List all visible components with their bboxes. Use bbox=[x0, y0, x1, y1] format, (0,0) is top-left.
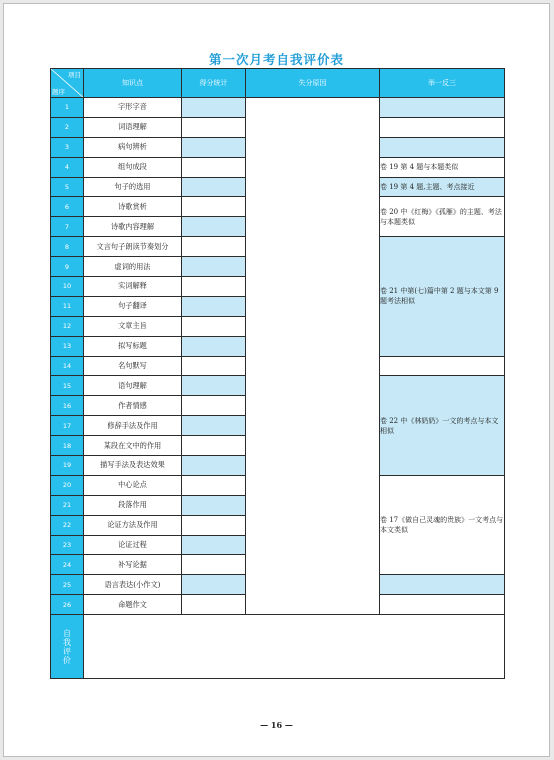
knowledge-point: 组句成段 bbox=[84, 157, 182, 177]
page-number: — 16 — bbox=[260, 720, 293, 730]
extend-cell[interactable] bbox=[380, 117, 505, 137]
score-cell[interactable] bbox=[182, 237, 246, 257]
row-number: 25 bbox=[51, 575, 84, 595]
knowledge-point: 病句辨析 bbox=[84, 137, 182, 157]
knowledge-point: 论证方法及作用 bbox=[84, 515, 182, 535]
row-number: 4 bbox=[51, 157, 84, 177]
row-number: 21 bbox=[51, 495, 84, 515]
table-header-row bbox=[51, 69, 505, 98]
row-number: 26 bbox=[51, 595, 84, 615]
score-cell[interactable] bbox=[182, 595, 246, 615]
knowledge-point: 某段在文中的作用 bbox=[84, 436, 182, 456]
cause-header: 失分原因 bbox=[246, 69, 380, 98]
row-number: 12 bbox=[51, 316, 84, 336]
row-number: 7 bbox=[51, 217, 84, 237]
row-number: 17 bbox=[51, 416, 84, 436]
self-eval-input[interactable] bbox=[84, 615, 505, 679]
score-cell[interactable] bbox=[182, 555, 246, 575]
row-number: 15 bbox=[51, 376, 84, 396]
table-row bbox=[51, 98, 505, 118]
knowledge-point: 语句理解 bbox=[84, 376, 182, 396]
knowledge-point: 论证过程 bbox=[84, 535, 182, 555]
score-cell[interactable] bbox=[182, 296, 246, 316]
score-cell[interactable] bbox=[182, 535, 246, 555]
row-number: 13 bbox=[51, 336, 84, 356]
score-cell[interactable] bbox=[182, 157, 246, 177]
knowledge-point: 文言句子朗读节奏划分 bbox=[84, 237, 182, 257]
page bbox=[3, 3, 550, 757]
row-number: 22 bbox=[51, 515, 84, 535]
corner-header bbox=[51, 69, 84, 98]
extend-cell[interactable] bbox=[380, 575, 505, 595]
row-number: 3 bbox=[51, 137, 84, 157]
knowledge-point: 命题作文 bbox=[84, 595, 182, 615]
extend-note: 卷 17《做自己灵魂的贵族》一文考点与本文类似 bbox=[380, 475, 505, 574]
knowledge-point: 句子翻译 bbox=[84, 296, 182, 316]
row-number: 8 bbox=[51, 237, 84, 257]
knowledge-point: 文章主旨 bbox=[84, 316, 182, 336]
extend-cell[interactable] bbox=[380, 356, 505, 376]
row-number: 5 bbox=[51, 177, 84, 197]
score-cell[interactable] bbox=[182, 217, 246, 237]
row-number: 19 bbox=[51, 456, 84, 476]
knowledge-point: 中心论点 bbox=[84, 475, 182, 495]
self-eval-text: 自我评价 bbox=[63, 628, 71, 665]
score-cell[interactable] bbox=[182, 137, 246, 157]
score-cell[interactable] bbox=[182, 197, 246, 217]
corner-bottom-label: 题序 bbox=[52, 88, 65, 96]
knowledge-point: 句子的选用 bbox=[84, 177, 182, 197]
extend-note: 卷 22 中《林奶奶》一文的考点与本文相似 bbox=[380, 376, 505, 475]
row-number: 2 bbox=[51, 117, 84, 137]
self-eval-label bbox=[51, 615, 84, 679]
score-cell[interactable] bbox=[182, 396, 246, 416]
knowledge-point: 作者情感 bbox=[84, 396, 182, 416]
knowledge-header: 知识点 bbox=[84, 69, 182, 98]
score-cell[interactable] bbox=[182, 257, 246, 277]
score-cell[interactable] bbox=[182, 436, 246, 456]
row-number: 6 bbox=[51, 197, 84, 217]
row-number: 14 bbox=[51, 356, 84, 376]
score-cell[interactable] bbox=[182, 277, 246, 297]
score-cell[interactable] bbox=[182, 336, 246, 356]
row-number: 23 bbox=[51, 535, 84, 555]
cause-cell[interactable] bbox=[246, 98, 380, 615]
score-cell[interactable] bbox=[182, 177, 246, 197]
row-number: 9 bbox=[51, 257, 84, 277]
extend-cell[interactable] bbox=[380, 137, 505, 157]
score-cell[interactable] bbox=[182, 575, 246, 595]
knowledge-point: 语言表达(小作文) bbox=[84, 575, 182, 595]
score-cell[interactable] bbox=[182, 475, 246, 495]
score-cell[interactable] bbox=[182, 376, 246, 396]
row-number: 16 bbox=[51, 396, 84, 416]
knowledge-point: 段落作用 bbox=[84, 495, 182, 515]
knowledge-point: 诗歌内容理解 bbox=[84, 217, 182, 237]
row-number: 24 bbox=[51, 555, 84, 575]
row-number: 11 bbox=[51, 296, 84, 316]
page-title: 第一次月考自我评价表 bbox=[208, 52, 344, 67]
score-cell[interactable] bbox=[182, 316, 246, 336]
extend-note: 卷 21 中第(七)篇中第 2 题与本文第 9 题考法相似 bbox=[380, 237, 505, 356]
knowledge-point: 名句默写 bbox=[84, 356, 182, 376]
knowledge-point: 虚词的用法 bbox=[84, 257, 182, 277]
score-cell[interactable] bbox=[182, 117, 246, 137]
knowledge-point: 描写手法及表达效果 bbox=[84, 456, 182, 476]
score-header: 得分统计 bbox=[182, 69, 246, 98]
corner-top-label: 项目 bbox=[68, 71, 81, 79]
knowledge-point: 字形字音 bbox=[84, 98, 182, 118]
knowledge-point: 补写论据 bbox=[84, 555, 182, 575]
self-eval-row bbox=[51, 615, 505, 679]
row-number: 1 bbox=[51, 98, 84, 118]
score-cell[interactable] bbox=[182, 456, 246, 476]
row-number: 10 bbox=[51, 277, 84, 297]
knowledge-point: 拟写标题 bbox=[84, 336, 182, 356]
self-evaluation-table bbox=[50, 68, 505, 679]
score-cell[interactable] bbox=[182, 356, 246, 376]
knowledge-point: 词语理解 bbox=[84, 117, 182, 137]
extend-cell[interactable] bbox=[380, 595, 505, 615]
knowledge-point: 修辞手法及作用 bbox=[84, 416, 182, 436]
score-cell[interactable] bbox=[182, 98, 246, 118]
score-cell[interactable] bbox=[182, 515, 246, 535]
extend-cell[interactable] bbox=[380, 98, 505, 118]
knowledge-point: 诗歌赏析 bbox=[84, 197, 182, 217]
row-number: 20 bbox=[51, 475, 84, 495]
score-cell[interactable] bbox=[182, 495, 246, 515]
extend-note: 卷 20 中《红梅》《孤雁》的主题、考法与本题类似 bbox=[380, 197, 505, 237]
score-cell[interactable] bbox=[182, 416, 246, 436]
extend-header: 举一反三 bbox=[380, 69, 505, 98]
extend-note: 卷 19 第 4 题与本题类似 bbox=[380, 157, 505, 177]
row-number: 18 bbox=[51, 436, 84, 456]
knowledge-point: 实词解释 bbox=[84, 277, 182, 297]
extend-note: 卷 19 第 4 题,主题、考点接近 bbox=[380, 177, 505, 197]
